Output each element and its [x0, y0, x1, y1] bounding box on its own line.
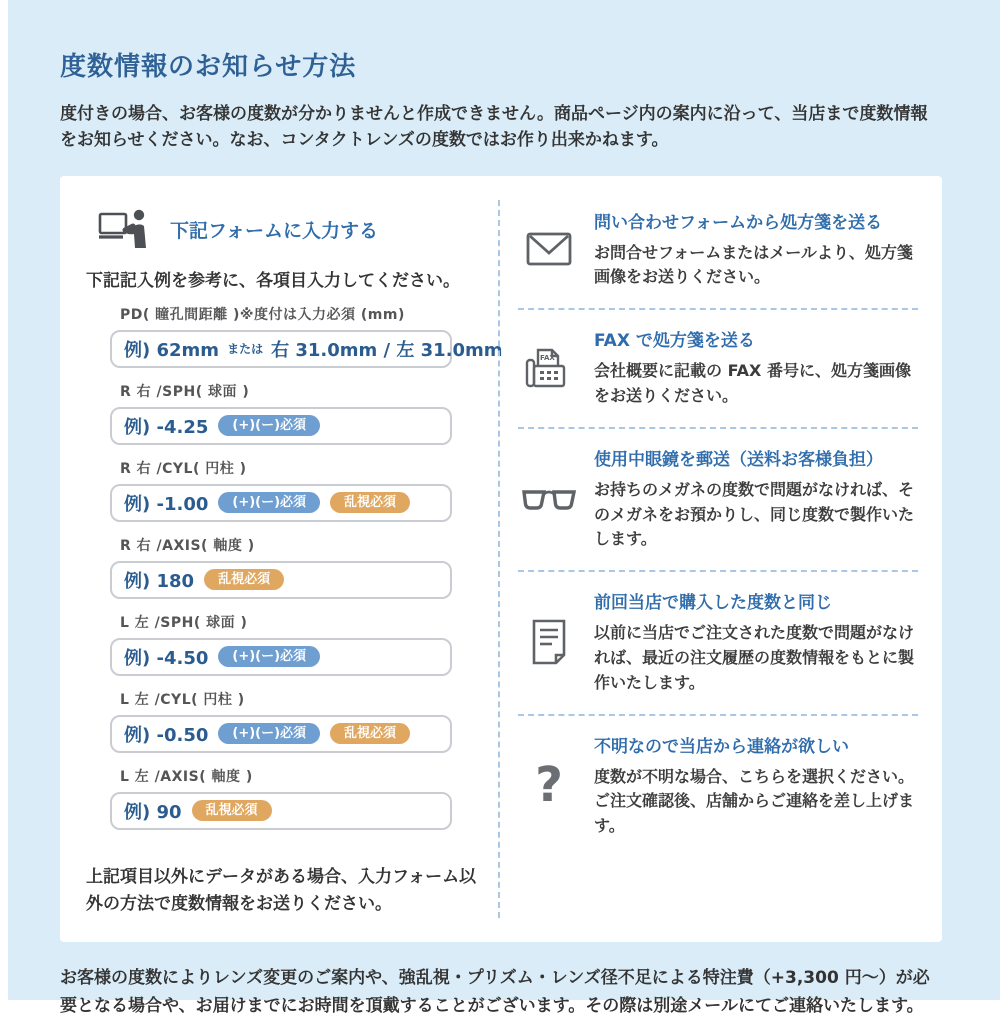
page-title: 度数情報のお知らせ方法	[60, 52, 357, 82]
field-box-l-axis	[110, 792, 452, 830]
glasses-icon	[518, 445, 580, 552]
method-body: 会社概要に記載の FAX 番号に、処方箋画像をお送りください。	[594, 361, 911, 406]
field-box-pd	[110, 330, 503, 368]
field-example: 例) -1.00	[124, 493, 209, 515]
field-example: 例) -4.25	[124, 416, 209, 438]
plus-minus-required-badge: (+)(ー)必須	[218, 646, 320, 667]
question-icon	[518, 732, 580, 839]
field-label-pd: PD( 瞳孔間距離 )※度付は入力必須 (mm)	[120, 306, 405, 323]
astigmatism-required-badge: 乱視必須	[330, 723, 410, 744]
method-mail-glasses	[518, 427, 918, 570]
form-note: 上記項目以外にデータがある場合、入力フォーム以外の方法で度数情報をお送りください。	[86, 866, 477, 914]
method-body: 以前に当店でご注文された度数で問題がなければ、最近の注文履歴の度数情報をもとに製作いたします。	[594, 623, 915, 692]
form-section	[60, 176, 503, 942]
method-body: お問合せフォームまたはメールより、処方箋画像をお送りください。	[594, 242, 913, 287]
method-contact-form	[518, 192, 918, 309]
method-title: 前回当店で購入した度数と同じ	[594, 593, 832, 614]
method-fax	[518, 308, 918, 427]
fax-icon	[518, 326, 580, 409]
svg-text:FAX: FAX	[540, 353, 555, 362]
info-card	[60, 176, 942, 942]
method-unknown-contact	[518, 714, 918, 857]
astigmatism-required-badge: 乱視必須	[330, 492, 410, 513]
field-label-l-sph: L 左 /SPH( 球面 )	[120, 614, 248, 631]
form-section-heading: 下記フォームに入力する	[170, 220, 379, 243]
question-glyph: ?	[535, 757, 563, 814]
field-label-r-cyl: R 右 /CYL( 円柱 )	[120, 460, 247, 477]
person-at-computer-icon	[98, 208, 150, 252]
field-example-tail: 右 31.0mm / 左 31.0mm	[271, 339, 503, 361]
field-box-r-axis	[110, 561, 452, 599]
field-label-l-cyl: L 左 /CYL( 円柱 )	[120, 691, 245, 708]
field-label-r-sph: R 右 /SPH( 球面 )	[120, 383, 250, 400]
field-box-l-cyl	[110, 715, 452, 753]
method-title: 問い合わせフォームから処方箋を送る	[594, 212, 883, 233]
method-title: FAX で処方箋を送る	[594, 331, 755, 352]
method-body: お持ちのメガネの度数で問題がなければ、そのメガネをお預かりし、同じ度数で製作いたします。	[594, 479, 915, 549]
form-fields	[84, 304, 503, 830]
plus-minus-required-badge: (+)(ー)必須	[218, 415, 320, 436]
envelope-icon	[518, 208, 580, 291]
page-background	[8, 0, 1000, 1017]
footer-note: お客様の度数によりレンズ変更のご案内や、強乱視・プリズム・レンズ径不足による特注費（+3,300 円〜）が必要となる場合や、お届けまでにお時間を頂戴することがございます。その際は別途メールにてご連絡いたします。	[60, 968, 930, 1017]
form-instruction: 下記記入例を参考に、各項目入力してください。	[86, 270, 460, 291]
field-example: 例) 180	[124, 570, 195, 592]
field-label-r-axis: R 右 /AXIS( 軸度 )	[120, 537, 255, 554]
field-box-r-sph	[110, 407, 452, 445]
field-example: 例) -4.50	[124, 647, 209, 669]
plus-minus-required-badge: (+)(ー)必須	[218, 492, 320, 513]
method-body: 度数が不明な場合、こちらを選択ください。ご注文確認後、店舗からご連絡を差し上げます。	[594, 766, 915, 836]
field-example: 例) 90	[124, 801, 182, 823]
field-label-l-axis: L 左 /AXIS( 軸度 )	[120, 768, 253, 785]
method-previous-order	[518, 570, 918, 713]
field-example-connector: または	[227, 342, 264, 357]
method-title: 使用中眼鏡を郵送（送料お客様負担）	[594, 449, 883, 470]
methods-section	[500, 176, 942, 942]
plus-minus-required-badge: (+)(ー)必須	[218, 723, 320, 744]
astigmatism-required-badge: 乱視必須	[192, 800, 272, 821]
method-title: 不明なので当店から連絡が欲しい	[594, 736, 849, 757]
document-icon	[518, 588, 580, 695]
astigmatism-required-badge: 乱視必須	[204, 569, 284, 590]
field-example: 例) -0.50	[124, 724, 209, 746]
intro-text: 度付きの場合、お客様の度数が分かりませんと作成できません。商品ページ内の案内に沿って、当店まで度数情報をお知らせください。なお、コンタクトレンズの度数ではお作り出来かねます。	[60, 104, 928, 151]
form-header	[98, 208, 480, 252]
field-box-l-sph	[110, 638, 452, 676]
field-box-r-cyl	[110, 484, 452, 522]
field-example: 例) 62mm	[124, 339, 220, 361]
